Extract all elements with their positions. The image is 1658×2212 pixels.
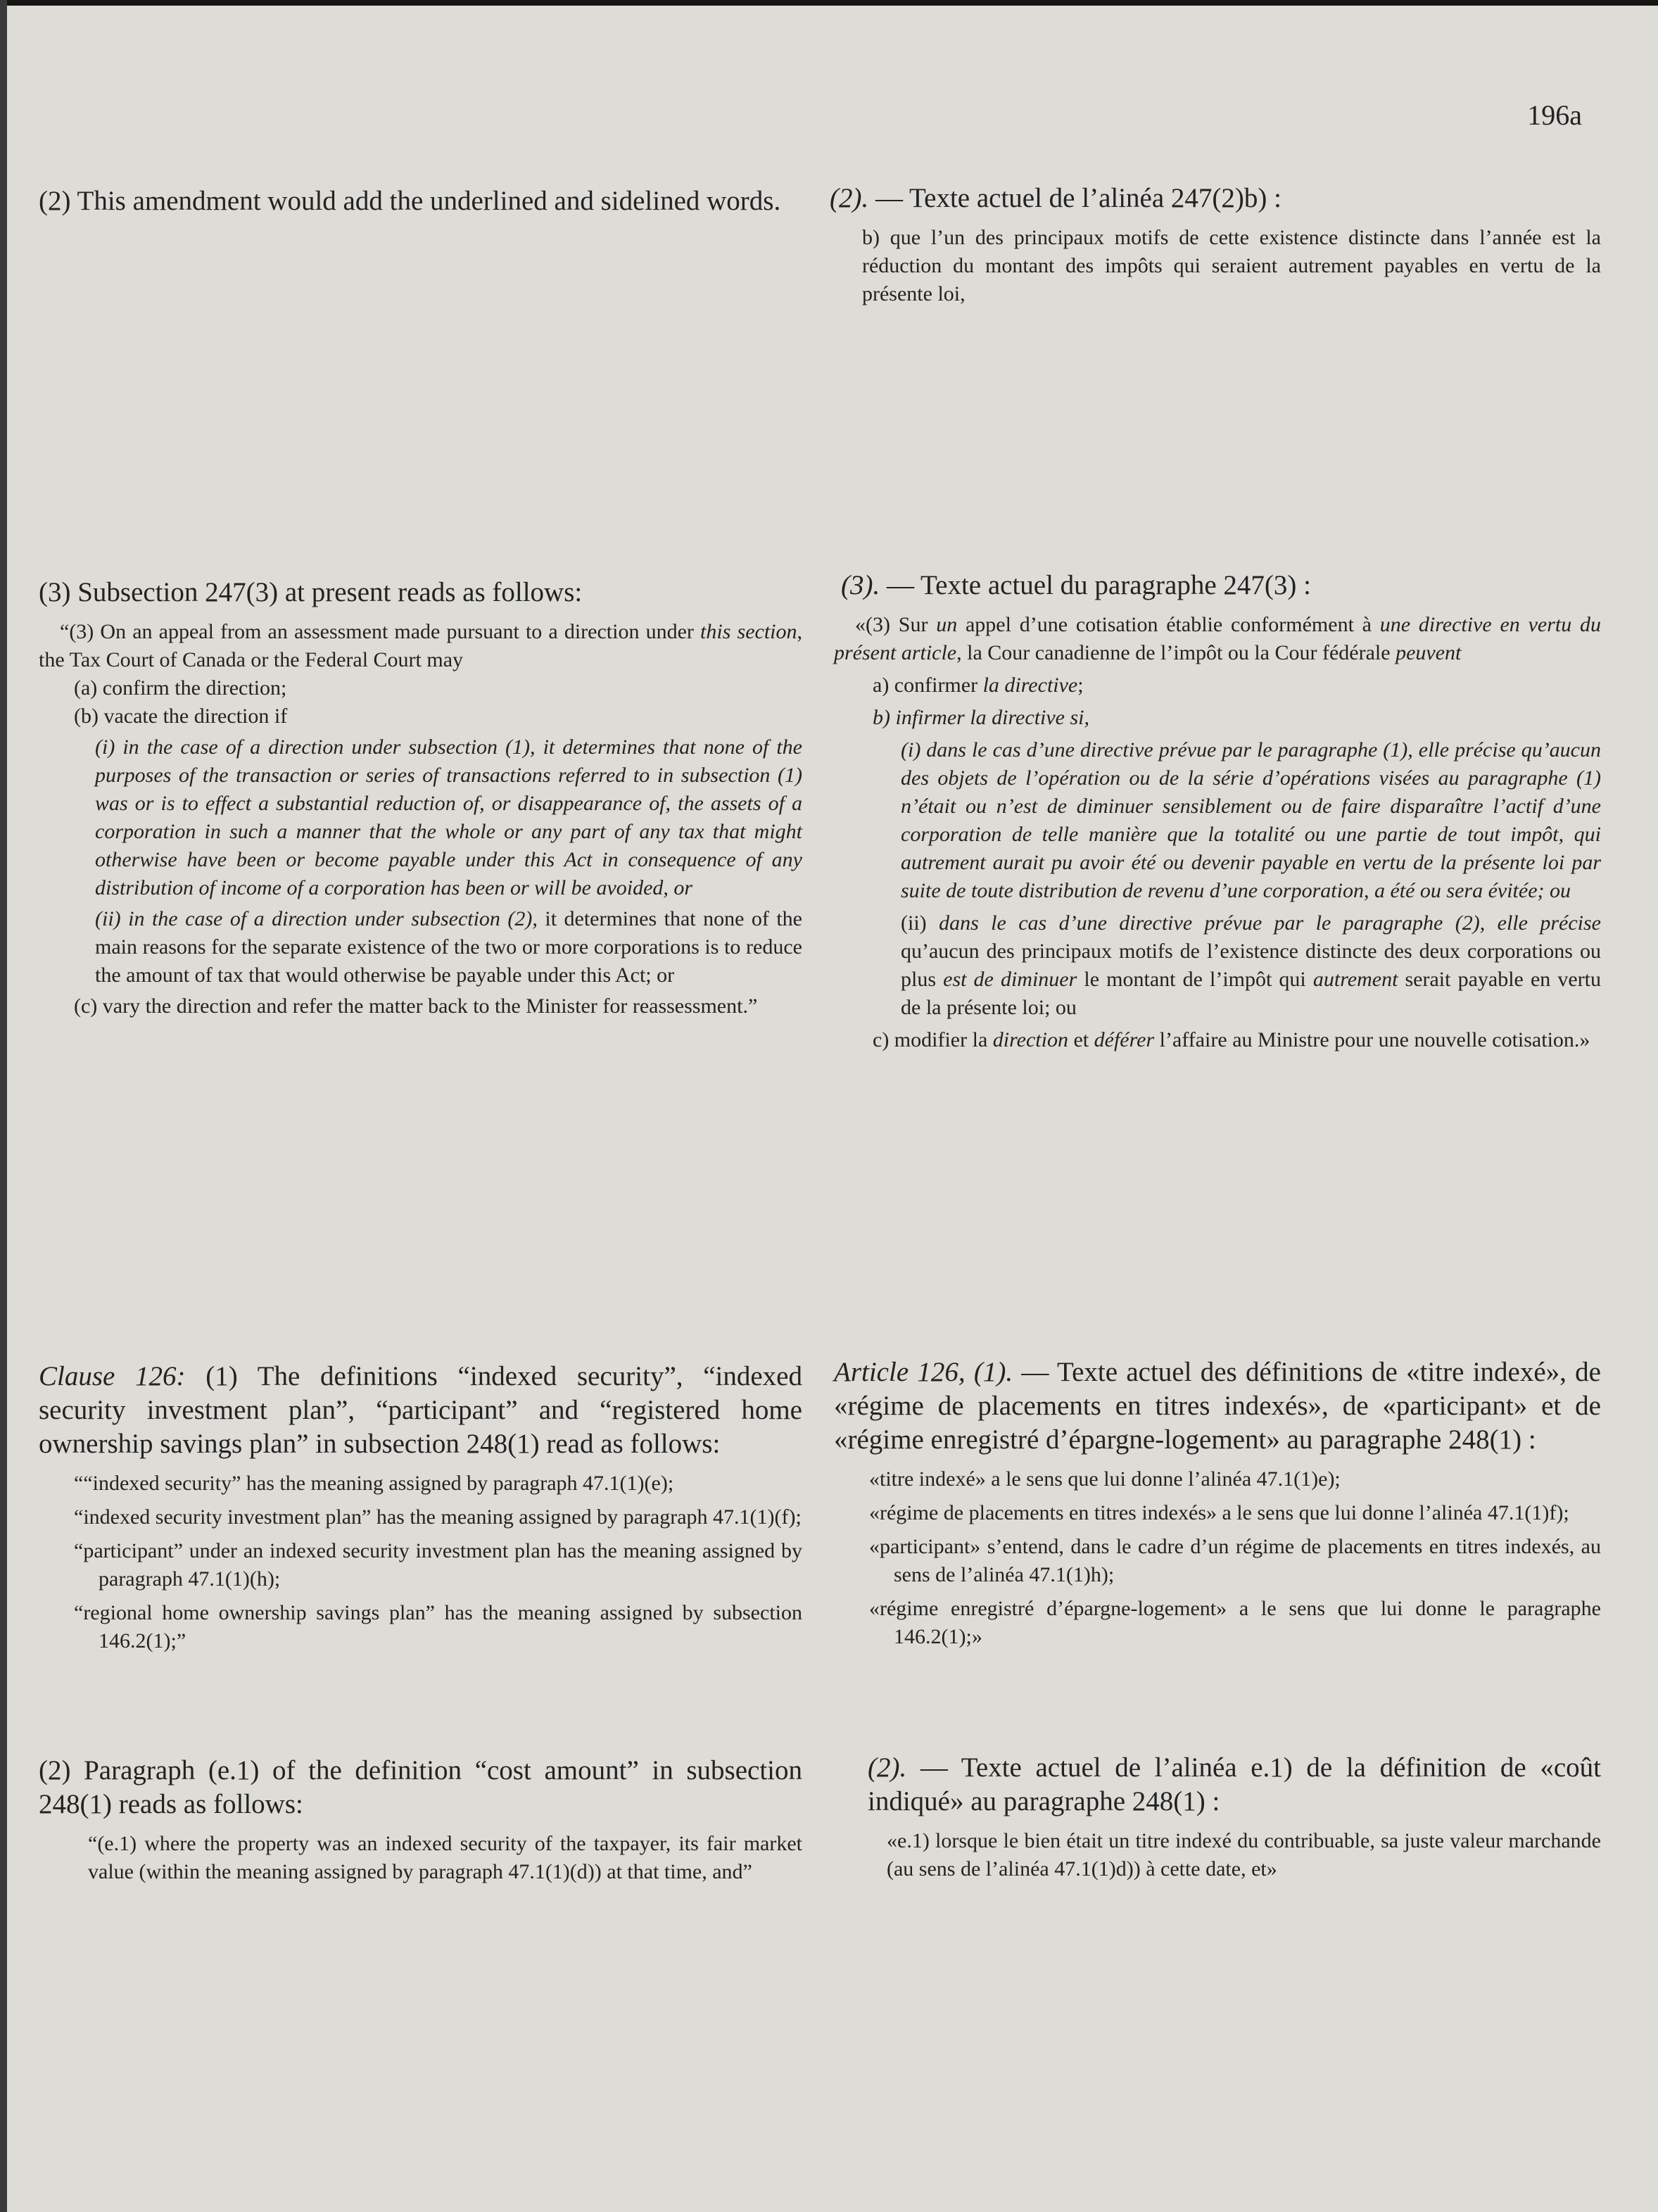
en-para-e1-quote: “(e.1) where the property was an indexed security of the taxpayer, its fair market value (within the meaning assigned by paragraph 47.1(1)(d)) at that time, and” — [88, 1832, 802, 1883]
en-note-3-block — [39, 576, 802, 1020]
en-def-indexed-security: ““indexed security” has the meaning assigned by paragraph 47.1(1)(e); — [74, 1472, 674, 1495]
fr-article-126-block — [834, 1355, 1601, 1651]
fr-quote-intro: «(3) Sur un appel d’une cotisation établie conformément à une directive en vertu du présent article, la Cour canadienne de l’impôt ou la Cour fédérale peuvent — [834, 613, 1601, 664]
fr-quote-b-infirmer: b) infirmer la directive si, — [873, 706, 1089, 729]
fr-alinea-e1-quote: «e.1) lorsque le bien était un titre indexé du contribuable, sa juste valeur marchande (au sens de l’alinéa 47.1(1)d)) à cette date, et» — [887, 1829, 1601, 1881]
en-def-indexed-security-plan: “indexed security investment plan” has the meaning assigned by paragraph 47.1(1)(f); — [74, 1505, 802, 1529]
scan-left-edge — [0, 0, 7, 2212]
fr-note-3-heading: (3). — Texte actuel du paragraphe 247(3) : — [841, 570, 1311, 600]
en-para-e1-heading: (2) Paragraph (e.1) of the definition “cost amount” in subsection 248(1) reads as follows: — [39, 1755, 802, 1819]
en-note-2-block — [39, 184, 802, 227]
en-def-participant: “participant” under an indexed security investment plan has the meaning assigned by paragraph 47.1(1)(h); — [74, 1539, 802, 1591]
fr-quote-b-ii: (ii) dans le cas d’une directive prévue par le paragraphe (2), elle précise qu’aucun des principaux motifs de l’existence distincte des deux corporations ou plus est de diminuer le montant de l’impôt qui autrement serait payable en vertu de la présente loi; ou — [901, 911, 1602, 1019]
fr-alinea-e1-block — [834, 1751, 1601, 1883]
fr-def-regime-placements: «régime de placements en titres indexés» a le sens que lui donne l’alinéa 47.1(1)f); — [869, 1501, 1569, 1524]
en-quote-a: (a) confirm the direction; — [74, 676, 287, 700]
en-quote-b-i: (i) in the case of a direction under subsection (1), it determines that none of the purposes of the transaction or series of transactions referred to in subsection (1) was or is to effect a substantial reduction of, or disappearance of, the assets of a corporation in such a manner that the whole or any part of any tax that might otherwise have been or become payable under this Act in consequence of any distribution of income of a corporation has been or will be avoided, or — [95, 735, 802, 899]
scan-top-edge — [0, 0, 1658, 6]
fr-quote-b: b) que l’un des principaux motifs de cette existence distincte dans l’année est la réduction du montant des impôts qui seraient autrement payables en vertu de la présente loi, — [862, 226, 1601, 305]
en-quote-b: (b) vacate the direction if — [74, 704, 288, 728]
fr-quote-b-i: (i) dans le cas d’une directive prévue par le paragraphe (1), elle précise qu’aucun des objets de l’opération ou de la série d’opérations visées au paragraphe (1) n’était ou n’est de diminuer sensiblement ou de faire disparaître l’actif d’une corporation de telle manière que la totalité ou une partie de tout impôt, qui autrement aurait pu avoir été ou devenir payable en vertu de la présente loi par suite de toute distribution de revenu d’une corporation, a été ou sera évitée; ou — [901, 738, 1601, 902]
en-clause-126-heading: Clause 126: (1) The definitions “indexed security”, “indexed security investment plan”, “participant” and “registered home ownership savings plan” in subsection 248(1) read as follows: — [39, 1361, 802, 1459]
fr-alinea-e1-heading: (2). — Texte actuel de l’alinéa e.1) de la définition de «coût indiqué» au paragraphe 248(1) : — [868, 1752, 1601, 1816]
en-clause-126-block — [39, 1360, 802, 1655]
fr-note-3-block — [834, 569, 1601, 1054]
fr-quote-a: a) confirmer la directive; — [873, 674, 1084, 697]
en-quote-c: (c) vary the direction and refer the matter back to the Minister for reassessment.” — [74, 994, 758, 1018]
en-note-3-heading: (3) Subsection 247(3) at present reads as follows: — [39, 577, 583, 607]
fr-article-126-heading: Article 126, (1). — Texte actuel des définitions de «titre indexé», de «régime de placements en titres indexés», de «participant» et de «régime enregistré d’épargne-logement» au paragraphe 248(1) : — [834, 1357, 1601, 1455]
en-para-e1-block — [39, 1754, 802, 1886]
fr-quote-c: c) modifier la direction et déférer l’affaire au Ministre pour une nouvelle cotisation.» — [873, 1028, 1590, 1051]
fr-def-regime-epargne-logement: «régime enregistré d’épargne-logement» a le sens que lui donne le paragraphe 146.2(1);» — [869, 1597, 1601, 1648]
fr-note-2-block — [830, 182, 1601, 308]
en-quote-b-ii: (ii) in the case of a direction under subsection (2), it determines that none of the main reasons for the separate existence of the two or more corporations is to reduce the amount of tax that would otherwise be payable under this Act; or — [95, 907, 802, 987]
fr-def-titre-indexe: «titre indexé» a le sens que lui donne l’alinéa 47.1(1)e); — [869, 1467, 1341, 1491]
en-quote-intro: “(3) On an appeal from an assessment made pursuant to a direction under this section, the Tax Court of Canada or the Federal Court may — [39, 620, 802, 671]
page-number: 196a — [1527, 99, 1582, 131]
en-note-2-heading: (2) This amendment would add the underlined and sidelined words. — [39, 186, 781, 216]
en-def-home-ownership-plan: “regional home ownership savings plan” has the meaning assigned by subsection 146.2(1);” — [74, 1601, 802, 1652]
fr-note-2-heading: (2). — Texte actuel de l’alinéa 247(2)b) : — [830, 183, 1282, 213]
fr-def-participant: «participant» s’entend, dans le cadre d’un régime de placements en titres indexés, au sens de l’alinéa 47.1(1)h); — [869, 1535, 1601, 1586]
